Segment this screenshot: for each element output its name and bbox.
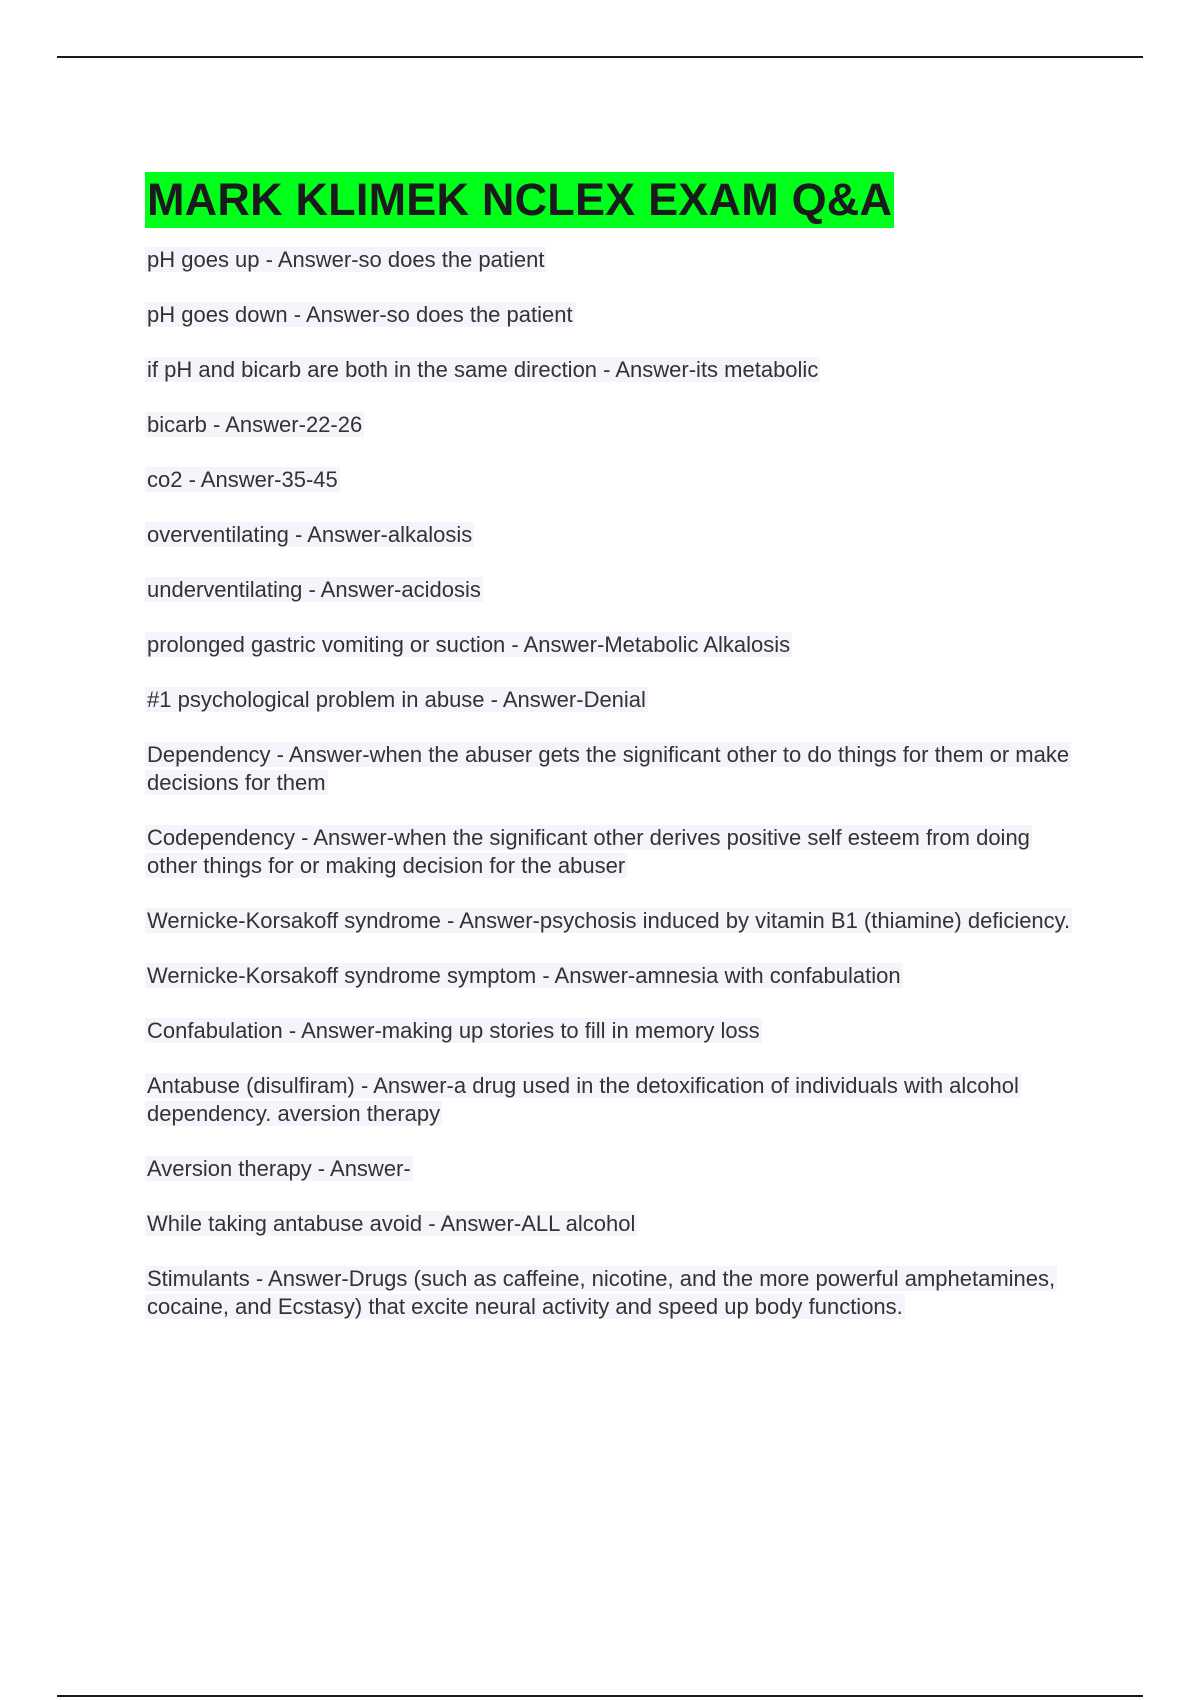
qa-item (145, 686, 1075, 714)
qa-item-text: overventilating - Answer-alkalosis (147, 522, 473, 547)
qa-item (145, 1210, 1075, 1238)
qa-item (145, 1265, 1075, 1321)
qa-list (145, 246, 1075, 1321)
qa-item (145, 301, 1075, 329)
qa-item-text: Aversion therapy - Answer- (147, 1156, 411, 1181)
qa-item (145, 1072, 1075, 1128)
qa-item-text: Wernicke-Korsakoff syndrome symptom - Answer-amnesia with confabulation (147, 963, 901, 988)
qa-item (145, 356, 1075, 384)
qa-item-text: Codependency - Answer-when the significant other derives positive self esteem from doing other things for or making decision for the abuser (147, 825, 1030, 878)
qa-item-text: co2 - Answer-35-45 (147, 467, 338, 492)
top-rule (57, 56, 1143, 58)
qa-item-text: if pH and bicarb are both in the same direction - Answer-its metabolic (147, 357, 819, 382)
qa-item (145, 521, 1075, 549)
qa-item (145, 741, 1075, 797)
document-title: MARK KLIMEK NCLEX EXAM Q&A (145, 172, 894, 228)
qa-item-text: While taking antabuse avoid - Answer-ALL alcohol (147, 1211, 636, 1236)
qa-item-text: Antabuse (disulfiram) - Answer-a drug used in the detoxification of individuals with alcohol dependency. aversion therapy (147, 1073, 1019, 1126)
qa-item (145, 824, 1075, 880)
qa-item (145, 411, 1075, 439)
qa-item-text: Confabulation - Answer-making up stories to fill in memory loss (147, 1018, 760, 1043)
bottom-rule (57, 1695, 1143, 1697)
qa-item (145, 1017, 1075, 1045)
qa-item-text: underventilating - Answer-acidosis (147, 577, 481, 602)
qa-item (145, 1155, 1075, 1183)
qa-item-text: pH goes down - Answer-so does the patient (147, 302, 573, 327)
qa-item-text: Dependency - Answer-when the abuser gets the significant other to do things for them or make decisions for them (147, 742, 1070, 795)
qa-item (145, 466, 1075, 494)
qa-item-text: #1 psychological problem in abuse - Answer-Denial (147, 687, 646, 712)
qa-item (145, 576, 1075, 604)
qa-item-text: prolonged gastric vomiting or suction - Answer-Metabolic Alkalosis (147, 632, 791, 657)
qa-item-text: Wernicke-Korsakoff syndrome - Answer-psychosis induced by vitamin B1 (thiamine) deficiency. (147, 908, 1071, 933)
qa-item-text: Stimulants - Answer-Drugs (such as caffeine, nicotine, and the more powerful amphetamines, cocaine, and Ecstasy) that excite neural activity and speed up body functions. (147, 1266, 1056, 1319)
qa-item (145, 907, 1075, 935)
qa-item-text: bicarb - Answer-22-26 (147, 412, 363, 437)
qa-item (145, 246, 1075, 274)
document-body (145, 172, 1075, 1348)
qa-item-text: pH goes up - Answer-so does the patient (147, 247, 545, 272)
qa-item (145, 962, 1075, 990)
qa-item (145, 631, 1075, 659)
